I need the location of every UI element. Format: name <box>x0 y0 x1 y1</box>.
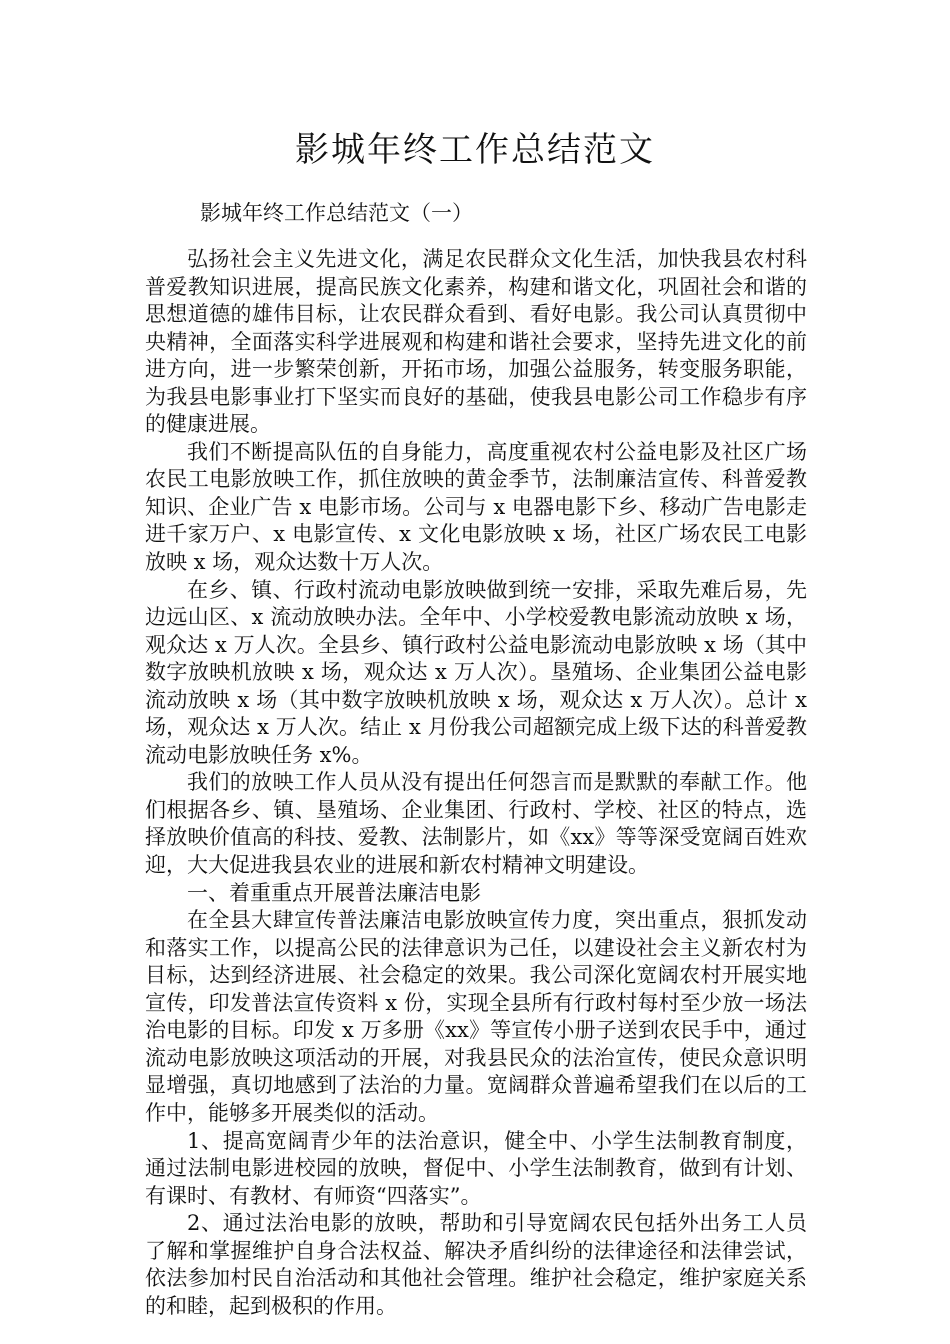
paragraph: 我们的放映工作人员从没有提出任何怨言而是默默的奉献工作。他们根据各乡、镇、垦殖场、企业集团、行政村、学校、社区的特点，选择放映价值高的科技、爱教、法制影片，如《xx》等等深受宽阔百姓欢迎，大大促进我县农业的进展和新农村精神文明建设。 <box>145 770 807 878</box>
paragraph: 在全县大肆宣传普法廉洁电影放映宣传力度，突出重点，狠抓发动和落实工作，以提高公民的法律意识为己任，以建设社会主义新农村为目标，达到经济进展、社会稳定的效果。我公司深化宽阔农村开展实地宣传，印发普法宣传资料 x 份，实现全县所有行政村每村至少放一场法治电影的目标。印发 x 万多册《xx》等宣传小册子送到农民手中，通过流动电影放映这项活动的开展，对我县民众的法治宣传，使民众意识明显增强，真切地感到了法治的力量。宽阔群众普遍希望我们在以后的工作中，能够多开展类似的活动。 <box>145 908 807 1125</box>
paragraph: 我们不断提高队伍的自身能力，高度重视农村公益电影及社区广场农民工电影放映工作，抓住放映的黄金季节，法制廉洁宣传、科普爱教知识、企业广告 x 电影市场。公司与 x 电器电影下乡、移动广告电影走进千家万户、x 电影宣传、x 文化电影放映 x 场，社区广场农民工电影放映 x 场，观众达数十万人次。 <box>145 439 807 575</box>
document-subtitle: 影城年终工作总结范文（一） <box>200 201 473 225</box>
paragraph: 1、提高宽阔青少年的法治意识，健全中、小学生法制教育制度，通过法制电影进校园的放映，督促中、小学生法制教育，做到有计划、有课时、有教材、有师资“四落实”。 <box>145 1128 807 1208</box>
paragraph: 在乡、镇、行政村流动电影放映做到统一安排，采取先难后易，先边远山区、x 流动放映办法。全年中、小学校爱教电影流动放映 x 场，观众达 x 万人次。全县乡、镇行政村公益电影流动电影放映 x 场（其中数字放映机放映 x 场，观众达 x 万人次）。垦殖场、企业集团公益电影流动放映 x 场（其中数字放映机放映 x 场，观众达 x 万人次）。总计 x 场，观众达 x 万人次。结止 x 月份我公司超额完成上级下达的科普爱教流动电影放映任务 x%。 <box>145 577 807 767</box>
paragraph: 弘扬社会主义先进文化，满足农民群众文化生活，加快我县农村科普爱教知识进展，提高民族文化素养，构建和谐文化，巩固社会和谐的思想道德的雄伟目标，让农民群众看到、看好电影。我公司认真贯彻中央精神，全面落实科学进展观和构建和谐社会要求，坚持先进文化的前进方向，进一步繁荣创新，开拓市场，加强公益服务，转变服务职能，为我县电影事业打下坚实而良好的基础，使我县电影公司工作稳步有序的健康进展。 <box>145 247 807 437</box>
section-heading: 一、着重重点开展普法廉洁电影 <box>187 880 481 905</box>
paragraph: 2、通过法治电影的放映，帮助和引导宽阔农民包括外出务工人员了解和掌握维护自身合法权益、解决矛盾纠纷的法律途径和法律尝试，依法参加村民自治活动和其他社会管理。维护社会稳定，维护家庭关系的和睦，起到极积的作用。 <box>145 1211 807 1318</box>
document-body <box>145 246 807 1320</box>
document-title: 影城年终工作总结范文 <box>295 130 655 170</box>
